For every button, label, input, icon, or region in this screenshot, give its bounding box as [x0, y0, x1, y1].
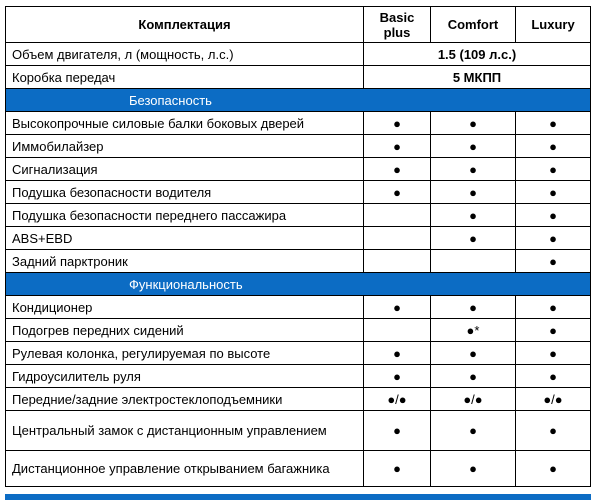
- engine-label: Объем двигателя, л (мощность, л.с.): [6, 43, 364, 66]
- comfort-cell: ●: [431, 158, 516, 181]
- basic-plus-cell: ●: [364, 181, 431, 204]
- feature-label: Подушка безопасности переднего пассажира: [6, 204, 364, 227]
- feature-label: Рулевая колонка, регулируемая по высоте: [6, 342, 364, 365]
- table-row: [6, 365, 591, 388]
- luxury-cell: ●: [516, 204, 591, 227]
- luxury-cell: ●: [516, 250, 591, 273]
- feature-label: Подушка безопасности водителя: [6, 181, 364, 204]
- comfort-cell: ●: [431, 112, 516, 135]
- gearbox-row: [6, 66, 591, 89]
- comfort-cell: ●: [431, 227, 516, 250]
- header-trim-label: Комплектация: [6, 7, 364, 43]
- luxury-cell: ●: [516, 158, 591, 181]
- feature-label: Передние/задние электростеклоподъемники: [6, 388, 364, 411]
- basic-plus-cell: ●: [364, 158, 431, 181]
- comfort-cell: ●: [431, 204, 516, 227]
- header-row: [6, 7, 591, 43]
- feature-label: Задний парктроник: [6, 250, 364, 273]
- feature-label: Высокопрочные силовые балки боковых дверей: [6, 112, 364, 135]
- comfort-cell: ●: [431, 342, 516, 365]
- table-row: [6, 319, 591, 342]
- table-row: [6, 181, 591, 204]
- table-row: [6, 250, 591, 273]
- feature-label: Подогрев передних сидений: [6, 319, 364, 342]
- comfort-cell: ●: [431, 411, 516, 451]
- gearbox-value: 5 МКПП: [364, 66, 591, 89]
- table-row: [6, 135, 591, 158]
- basic-plus-cell: ●: [364, 451, 431, 487]
- feature-label: Иммобилайзер: [6, 135, 364, 158]
- luxury-cell: ●: [516, 365, 591, 388]
- basic-plus-cell: ●: [364, 342, 431, 365]
- comfort-cell: ●: [431, 181, 516, 204]
- engine-value: 1.5 (109 л.с.): [364, 43, 591, 66]
- feature-label: Дистанционное управление открыванием багажника: [6, 451, 364, 487]
- table-row: [6, 342, 591, 365]
- table-row: [6, 411, 591, 451]
- luxury-cell: ●/●: [516, 388, 591, 411]
- basic-plus-cell: [364, 250, 431, 273]
- luxury-cell: ●: [516, 342, 591, 365]
- luxury-cell: ●: [516, 319, 591, 342]
- comfort-cell: [431, 250, 516, 273]
- basic-plus-cell: ●/●: [364, 388, 431, 411]
- basic-plus-cell: ●: [364, 365, 431, 388]
- section-function-title: Функциональность: [6, 273, 591, 296]
- comfort-cell: ●: [431, 135, 516, 158]
- feature-label: Кондиционер: [6, 296, 364, 319]
- basic-plus-cell: ●: [364, 112, 431, 135]
- luxury-cell: ●: [516, 181, 591, 204]
- luxury-cell: ●: [516, 451, 591, 487]
- comfort-cell: ●: [431, 296, 516, 319]
- table-row: [6, 451, 591, 487]
- section-safety: [6, 89, 591, 112]
- table-row: [6, 204, 591, 227]
- basic-plus-cell: [364, 204, 431, 227]
- table-row: [6, 227, 591, 250]
- basic-plus-cell: [364, 319, 431, 342]
- table-row: [6, 296, 591, 319]
- comfort-cell: ●: [431, 365, 516, 388]
- feature-label: ABS+EBD: [6, 227, 364, 250]
- feature-label: Гидроусилитель руля: [6, 365, 364, 388]
- luxury-cell: ●: [516, 112, 591, 135]
- footer-strip: [5, 494, 591, 500]
- basic-plus-cell: ●: [364, 411, 431, 451]
- section-safety-title: Безопасность: [6, 89, 591, 112]
- basic-plus-cell: ●: [364, 296, 431, 319]
- luxury-cell: ●: [516, 296, 591, 319]
- comfort-cell: ●: [431, 451, 516, 487]
- header-basic-plus: Basic plus: [364, 7, 431, 43]
- feature-label: Центральный замок с дистанционным управлением: [6, 411, 364, 451]
- header-comfort: Comfort: [431, 7, 516, 43]
- safety-rows: [6, 112, 591, 273]
- luxury-cell: ●: [516, 135, 591, 158]
- comfort-cell: ●*: [431, 319, 516, 342]
- table-row: [6, 112, 591, 135]
- trim-comparison-table: [5, 6, 591, 487]
- comfort-cell: ●/●: [431, 388, 516, 411]
- gearbox-label: Коробка передач: [6, 66, 364, 89]
- engine-row: [6, 43, 591, 66]
- header-luxury: Luxury: [516, 7, 591, 43]
- luxury-cell: ●: [516, 411, 591, 451]
- feature-label: Сигнализация: [6, 158, 364, 181]
- basic-plus-cell: [364, 227, 431, 250]
- section-function: [6, 273, 591, 296]
- basic-plus-cell: ●: [364, 135, 431, 158]
- function-rows: [6, 296, 591, 487]
- table-row: [6, 388, 591, 411]
- table-row: [6, 158, 591, 181]
- luxury-cell: ●: [516, 227, 591, 250]
